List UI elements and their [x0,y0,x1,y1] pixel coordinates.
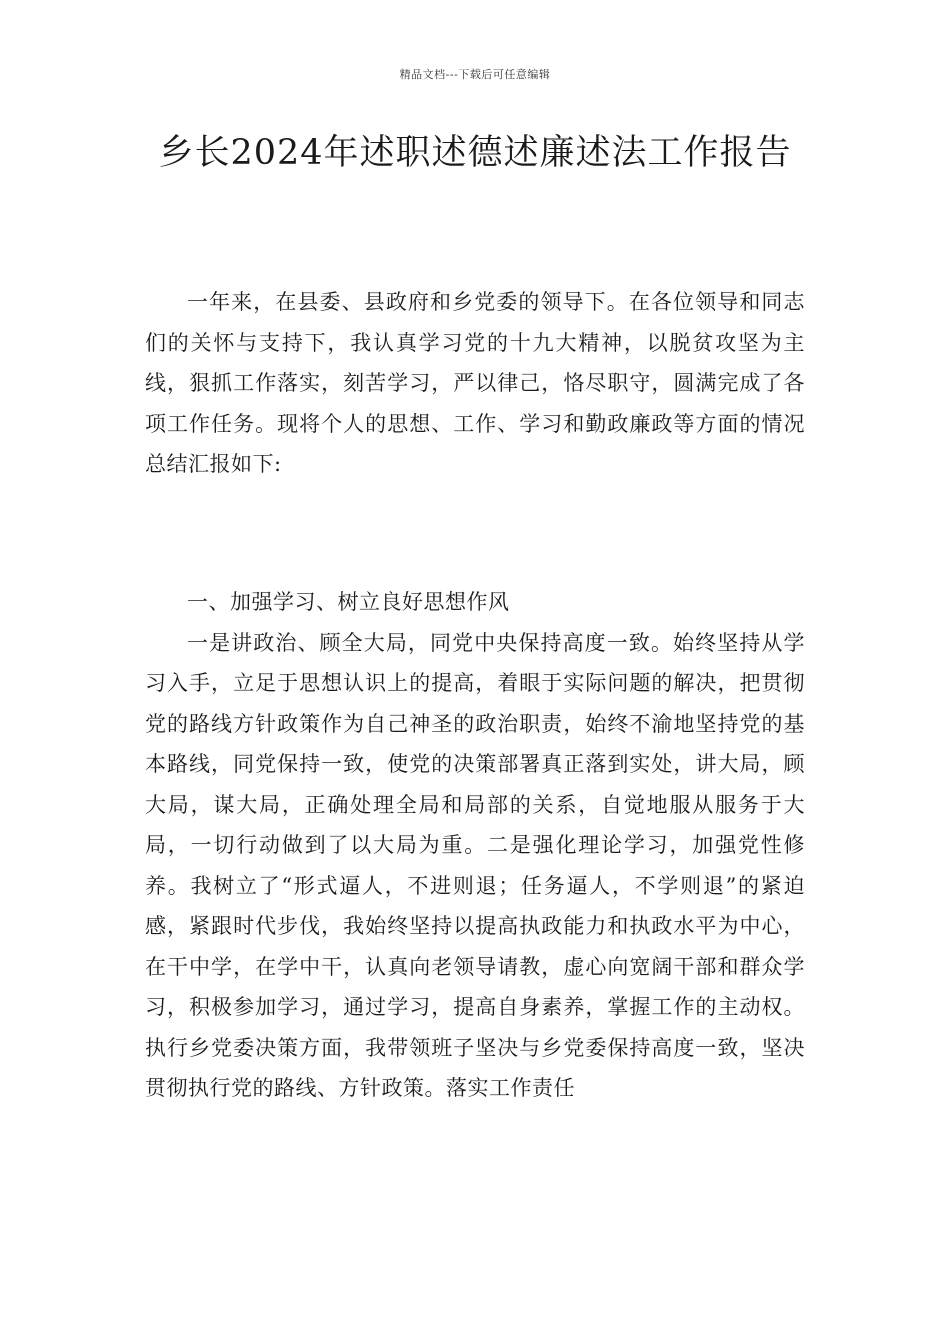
section-paragraph: 一是讲政治、顾全大局，同党中央保持高度一致。始终坚持从学习入手，立足于思想认识上的提高，着眼于实际问题的解决，把贯彻党的路线方针政策作为自己神圣的政治职责，始终不渝地坚持党的基本路线，同党保持一致，使党的决策部署真正落到实处，讲大局，顾大局，谋大局，正确处理全局和局部的关系，自觉地服从服务于大局，一切行动做到了以大局为重。二是强化理论学习，加强党性修养。我树立了“形式逼人，不进则退；任务逼人，不学则退”的紧迫感，紧跟时代步伐，我始终坚持以提高执政能力和执政水平为中心，在干中学，在学中干，认真向老领导请教，虚心向宽阔干部和群众学习，积极参加学习，通过学习，提高自身素养，掌握工作的主动权。执行乡党委决策方面，我带领班子坚决与乡党委保持高度一致，坚决贯彻执行党的路线、方针政策。落实工作责任 [145,630,805,1100]
intro-section [145,282,805,485]
header-note: 精品文档---下载后可任意编辑 [399,68,551,81]
intro-paragraph: 一年来，在县委、县政府和乡党委的领导下。在各位领导和同志们的关怀与支持下，我认真学习党的十九大精神，以脱贫攻坚为主线，狠抓工作落实，刻苦学习，严以律己，恪尽职守，圆满完成了各项工作任务。现将个人的思想、工作、学习和勤政廉政等方面的情况总结汇报如下: [145,290,805,476]
document-title: 乡长2024年述职述德述廉述法工作报告 [158,133,792,173]
section-heading: 一、加强学习、树立良好思想作风 [187,590,510,614]
section-one [145,582,805,1109]
